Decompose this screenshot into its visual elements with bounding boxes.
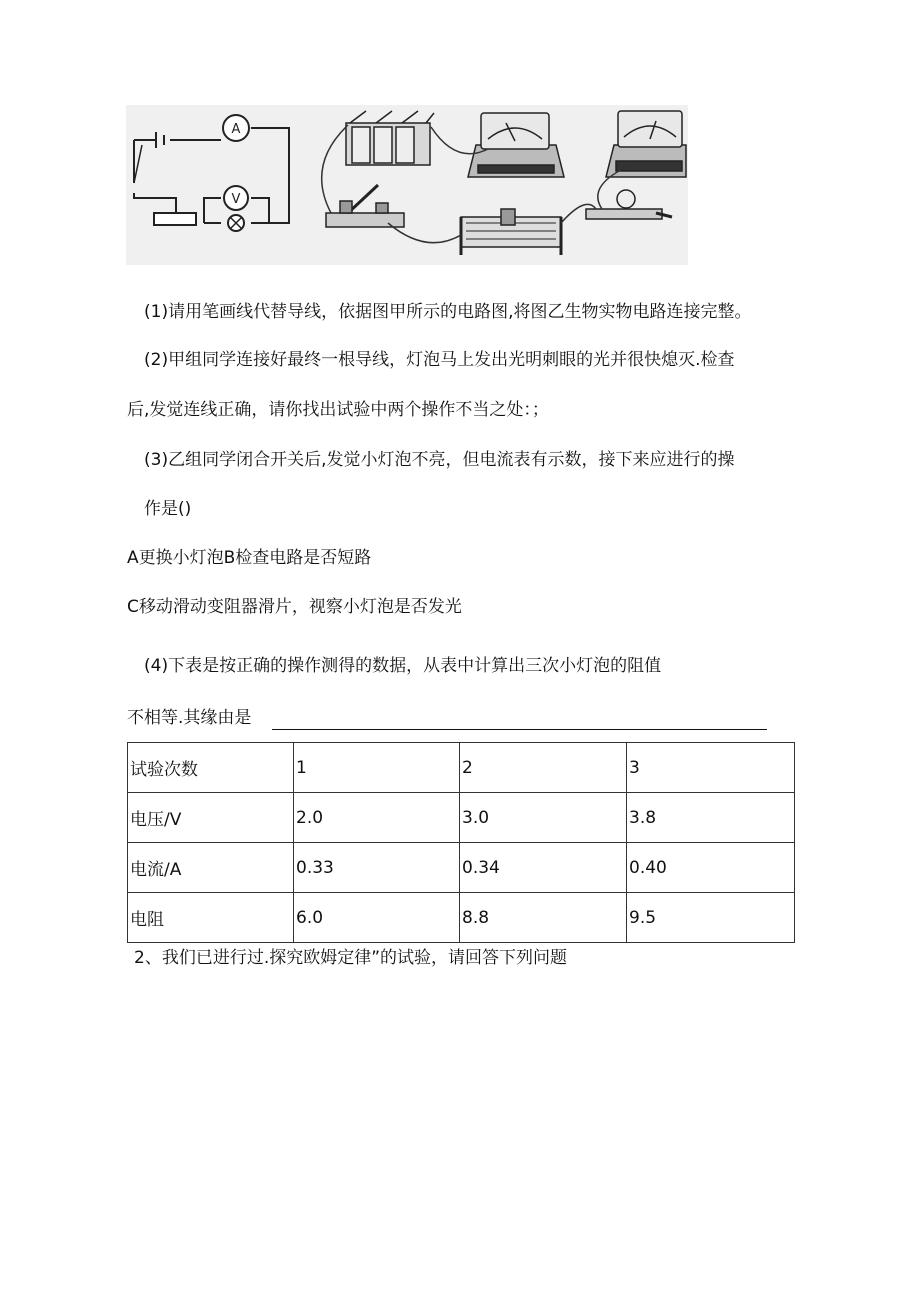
question-2-line-1: (2)甲组同学连接好最终一根导线，灯泡马上发出光明刺眼的光并很快熄灭.检查	[144, 350, 735, 370]
switch-device	[326, 185, 404, 227]
table-cell: 电压/V	[128, 793, 294, 843]
table-cell: 0.33	[294, 843, 460, 893]
circuit-figure	[126, 105, 688, 265]
table-cell: 电阻	[128, 893, 294, 943]
rheostat-device	[461, 209, 561, 255]
ammeter-label: A	[231, 122, 241, 137]
table-cell: 2	[460, 743, 627, 793]
question-2-heading: 2、我们已进行过.探究欧姆定律”的试验，请回答下列问题	[134, 948, 568, 968]
table-cell: 3	[627, 743, 795, 793]
table-cell: 2.0	[294, 793, 460, 843]
table-cell: 1	[294, 743, 460, 793]
voltmeter-label: V	[231, 192, 241, 207]
question-1: (1)请用笔画线代替导线，依据图甲所示的电路图,将图乙生物实物电路连接完整。	[144, 302, 752, 322]
battery-pack	[346, 111, 434, 165]
table-row	[128, 843, 795, 893]
question-3-line-1: (3)乙组同学闭合开关后,发觉小灯泡不亮，但电流表有示数，接下来应进行的操	[144, 450, 735, 470]
question-4-line-2: 不相等.其缘由是	[127, 708, 252, 728]
answer-blank	[272, 729, 767, 730]
table-cell: 3.0	[460, 793, 627, 843]
option-a-b: A更换小灯泡B检查电路是否短路	[127, 548, 372, 568]
table-cell: 0.40	[627, 843, 795, 893]
table-cell: 电流/A	[128, 843, 294, 893]
table-cell: 3.8	[627, 793, 795, 843]
option-c: C移动滑动变阻器滑片，视察小灯泡是否发光	[127, 597, 462, 617]
table-row	[128, 893, 795, 943]
measurement-table	[127, 742, 795, 943]
question-3-line-2: 作是()	[144, 499, 192, 519]
table-row	[128, 793, 795, 843]
table-cell: 9.5	[627, 893, 795, 943]
table-cell: 8.8	[460, 893, 627, 943]
table-cell: 6.0	[294, 893, 460, 943]
voltmeter-device	[606, 111, 686, 177]
circuit-schematic	[134, 128, 289, 225]
ammeter-device	[468, 113, 564, 177]
question-4-line-1: (4)下表是按正确的操作测得的数据，从表中计算出三次小灯泡的阻值	[144, 656, 662, 676]
table-cell: 试验次数	[128, 743, 294, 793]
table-cell: 0.34	[460, 843, 627, 893]
table-row	[128, 743, 795, 793]
question-2-line-2: 后,发觉连线正确，请你找出试验中两个操作不当之处：；	[127, 400, 549, 420]
